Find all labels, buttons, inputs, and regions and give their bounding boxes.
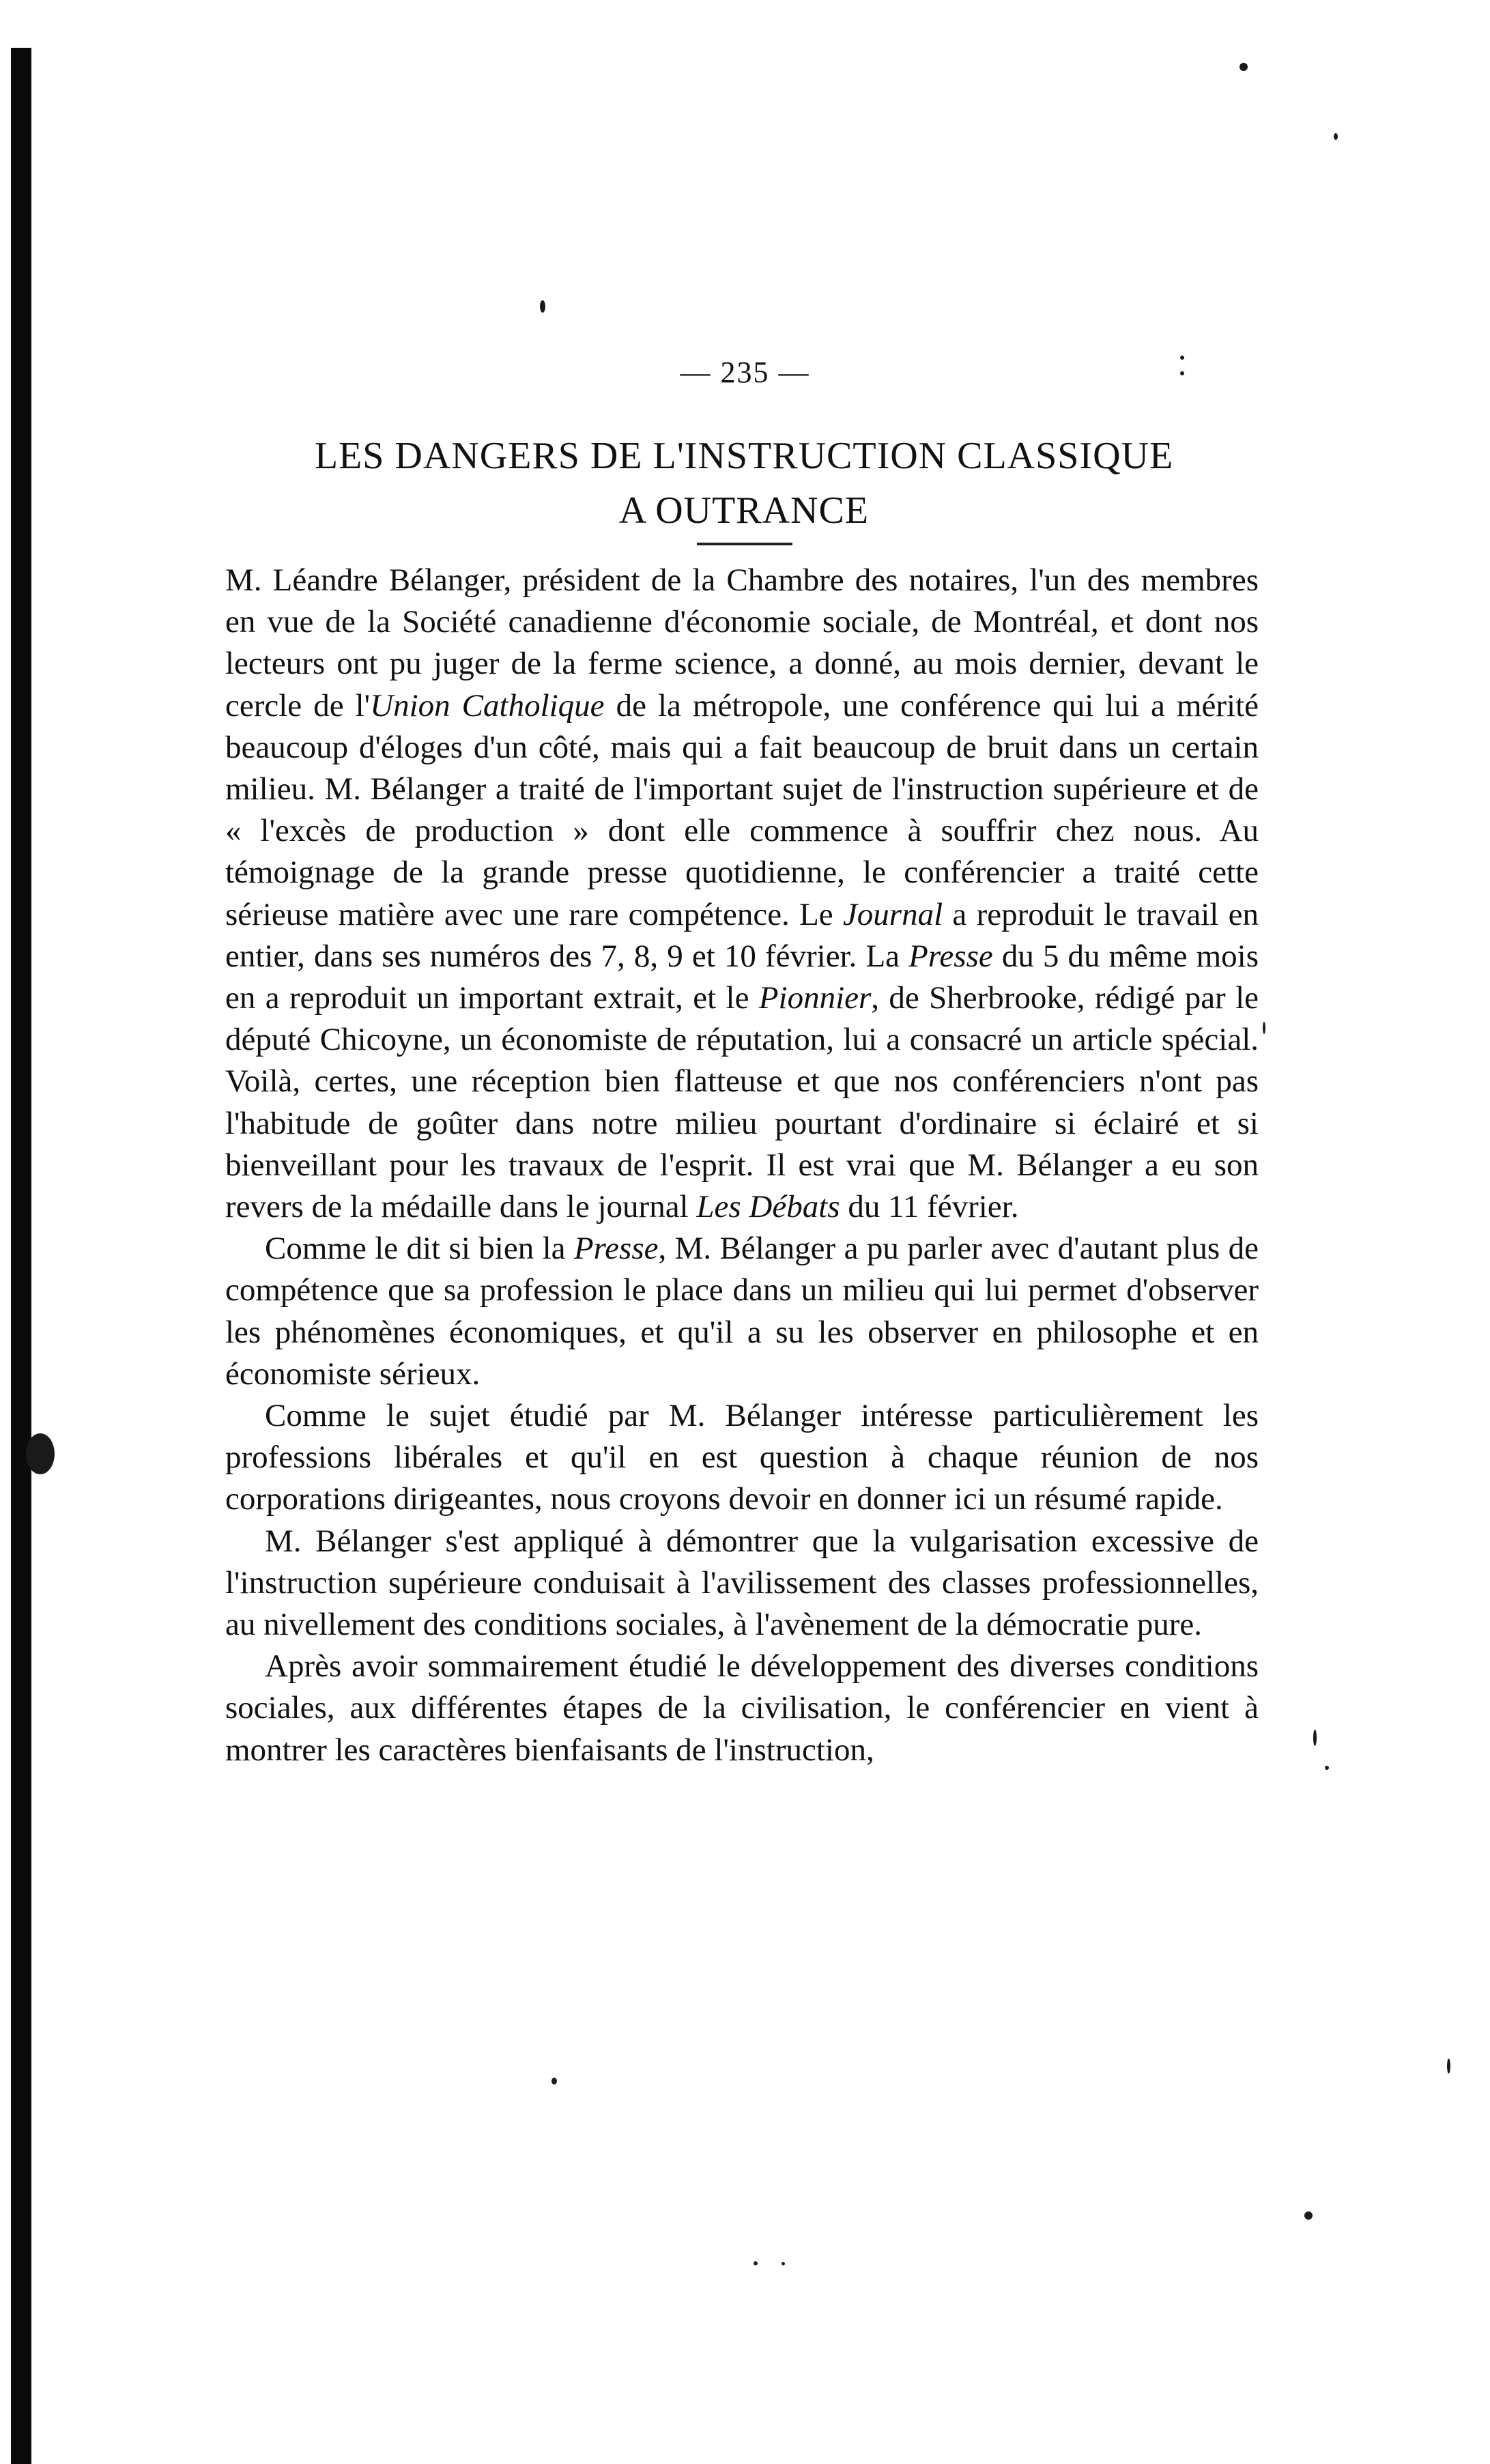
binding-edge-shadow — [11, 48, 31, 2464]
article-title — [205, 429, 1283, 538]
paragraph-3: Comme le sujet étudié par M. Bélanger intéresse particulièrement les professions libérales et qu'il en est question à chaque réunion de nos corporations dirigeantes, nous croyons devoir en donner ici un résumé rapide. — [225, 1398, 1259, 1517]
italic-presse: Presse — [908, 938, 993, 974]
paragraph-1-text-5: , de Sherbrooke, rédigé par le député Chicoyne, un économiste de réputation, lui a consacré un article spécial. Voilà, certes, une réception bien flatteuse et que nos conférenciers n'ont pas l'habitude de goûter dans notre milieu pourtant d'ordinaire si éclairé et si bienveillant pour les travaux de l'esprit. Il est vrai que M. Bélanger a eu son revers de la médaille dans le journal — [225, 980, 1259, 1225]
italic-presse-2: Presse — [573, 1231, 659, 1267]
scan-speck — [540, 300, 545, 313]
scan-speck — [1240, 63, 1248, 71]
italic-journal: Journal — [842, 896, 943, 932]
italic-union-catholique: Union Catholique — [370, 687, 605, 724]
paragraph-2-text-2: , M. Bélanger a pu parler avec d'autant plus de compétence que sa profession le place dans un milieu qui lui permet d'observer les phénomènes économiques, et qu'il a su les observer en philosophe et en économiste sérieux. — [225, 1231, 1259, 1392]
article-body — [225, 560, 1259, 1771]
italic-les-debats: Les Débats — [696, 1189, 840, 1225]
scan-speck — [1447, 2059, 1450, 2074]
paragraph-4: M. Bélanger s'est appliqué à démontrer que la vulgarisation excessive de l'instruction supérieure conduisait à l'avilissement des classes professionnelles, au nivellement des conditions sociales, à l'avènement de la démocratie pure. — [225, 1523, 1259, 1643]
paragraph-2 — [225, 1228, 1259, 1395]
paragraph-1 — [225, 560, 1259, 1228]
scan-speck — [1304, 2211, 1313, 2220]
paragraph-1-text-6: du 11 février. — [840, 1189, 1019, 1225]
italic-pionnier: Pionnier — [758, 980, 872, 1016]
scan-speck — [1334, 133, 1338, 140]
page-number: — 235 — — [680, 356, 810, 389]
scan-speck — [754, 2261, 758, 2265]
scan-speck — [1325, 1766, 1329, 1770]
scan-speck — [1263, 1022, 1265, 1034]
scan-speck — [1313, 1730, 1317, 1746]
title-line-1: LES DANGERS DE L'INSTRUCTION CLASSIQUE — [314, 435, 1174, 477]
paragraph-1-text-4: du 5 du même mois en a reproduit un important extrait, et le — [225, 938, 1259, 1016]
scan-speck — [26, 1433, 55, 1474]
title-line-2: A OUTRANCE — [618, 489, 870, 532]
paragraph-1-text-3: a reproduit le travail en entier, dans ses numéros des 7, 8, 9 et 10 février. La — [225, 896, 1259, 974]
paragraph-2-text-1: Comme le dit si bien la — [265, 1231, 574, 1267]
scan-speck — [551, 2078, 557, 2085]
paragraph-5: Après avoir sommairement étudié le développement des diverses conditions sociales, aux différentes étapes de la civilisation, le conférencier en vient à montrer les caractères bienfaisants de l'instruction, — [225, 1648, 1259, 1768]
paragraph-1-text-1: M. Léandre Bélanger, président de la Chambre des notaires, l'un des membres en vue de la Société canadienne d'économie sociale, de Montréal, et dont nos lecteurs ont pu juger de la ferme science, a donné, au mois dernier, devant le cercle de l' — [225, 562, 1259, 724]
paragraph-1-text-2: de la métropole, une conférence qui lui a mérité beaucoup d'éloges d'un côté, mais qui a fait beaucoup de bruit dans un certain milieu. M. Bélanger a traité de l'important sujet de l'instruction supérieure et de « l'excès de production » dont elle commence à souffrir chez nous. Au témoignage de la grande presse quotidienne, le conférencier a traité cette sérieuse matière avec une rare compétence. Le — [225, 687, 1259, 932]
title-rule — [697, 543, 792, 545]
scan-speck — [782, 2262, 785, 2265]
